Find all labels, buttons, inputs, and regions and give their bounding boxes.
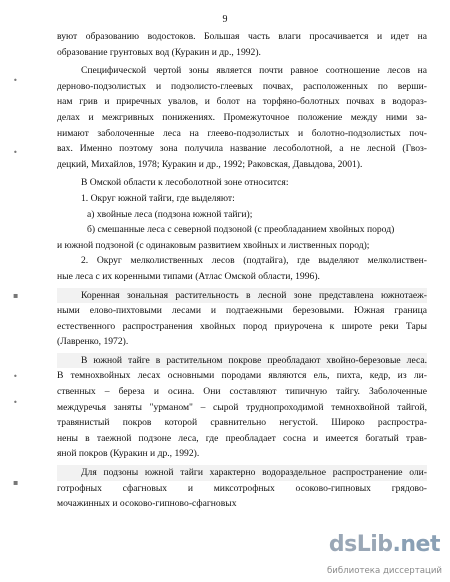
text-line: ственных – береза и осина. Они составляют типичную тайгу. Заболоченные: [57, 386, 427, 398]
page-number: 9: [222, 14, 228, 25]
watermark-caption: библиотека диссертаций: [326, 566, 442, 576]
text-line: (Лавренко, 1972).: [57, 336, 129, 348]
text-line: В южной тайге в растительном покрове преобладают хвойно-березовые леса.: [57, 353, 427, 369]
text-line: 1. Округ южной тайги, где выделяют:: [81, 192, 235, 204]
document-body: [57, 29, 427, 512]
text-line: В Омской области к лесоболотной зоне относится:: [81, 177, 289, 189]
text-line: междуречья заняты "урманом" – сырой труднопроходимой темнохвойной тайгой,: [57, 401, 427, 413]
text-line: образование грунтовых вод (Куракин и др., 1992).: [57, 46, 261, 58]
text-line: а) хвойные леса (подзона южной тайги);: [87, 208, 253, 220]
text-line: дерново-подзолистых и подзолисто-глеевых почвах, расположенных по верши-: [57, 80, 427, 92]
text-line: травянистый покров которой сравнительно негустой. Широко распростра-: [57, 417, 427, 429]
text-line: Для подзоны южной тайги характерно водораздельное распространение оли-: [57, 465, 427, 481]
watermark: [318, 532, 444, 576]
text-line: вуют образованию водостоков. Большая часть влаги просачивается и идет на: [57, 31, 427, 42]
text-line: 2. Округ мелколиственных лесов (подтайга), где выделяют мелколиствен-: [81, 255, 427, 267]
margin-dot: •: [13, 398, 18, 407]
text-line: децкий, Михайлов, 1978; Куракин и др., 1992; Раковская, Давыдова, 2001).: [57, 158, 363, 170]
text-line: ные леса с их коренными типами (Атлас Омской области, 1996).: [57, 270, 320, 282]
text-line: Специфической чертой зоны является почти равное соотношение лесов на: [81, 65, 427, 77]
text-line: ными елово-пихтовыми лесами и подтаежными березовыми. Южная граница: [57, 305, 427, 317]
watermark-logo: dsLib.net: [328, 532, 440, 557]
text-line: В темнохвойных лесах основными породами являются ель, пихта, кедр, из ли-: [57, 370, 427, 382]
margin-tick: ▪: [13, 291, 19, 300]
text-line: делах и межгривных понижениях. Промежуточное положение между ними за-: [57, 111, 427, 123]
margin-tick: ▪: [13, 478, 19, 487]
text-line: мочажинных и осоково-гипново-сфагновых: [57, 498, 237, 510]
margin-dot: •: [13, 372, 18, 381]
text-line: б) смешанные леса с северной подзоной (с преобладанием хвойных пород): [87, 224, 395, 236]
text-line: нимают заболоченные леса на глеево-подзолистых и болотно-подзолистых поч-: [57, 127, 427, 139]
margin-dot: •: [13, 148, 18, 157]
text-line: яной покров (Куракин и др., 1992).: [57, 448, 200, 460]
text-line: нены в таежной подзоне леса, где преобладает сосна и имеется богатый трав-: [57, 432, 427, 444]
margin-dot: •: [13, 76, 18, 85]
text-line: готрофных сфагновых и миксотрофных осоково-гипновых грядово-: [57, 482, 427, 494]
text-line: естественного распространения хвойных пород приурочена к широте реки Тары: [57, 320, 427, 332]
text-line: нам грив и приречных увалов, и болот на торфяно-болотных почвах в водораз-: [57, 96, 427, 108]
text-line: Коренная зональная растительность в лесной зоне представлена южнотаеж-: [57, 288, 427, 304]
text-line: и южной подзоной (с одинаковым развитием хвойных и лиственных пород);: [57, 239, 370, 251]
text-line: вах. Именно поэтому зона получила название лесоболотной, а не лесной (Гвоз-: [57, 143, 427, 155]
